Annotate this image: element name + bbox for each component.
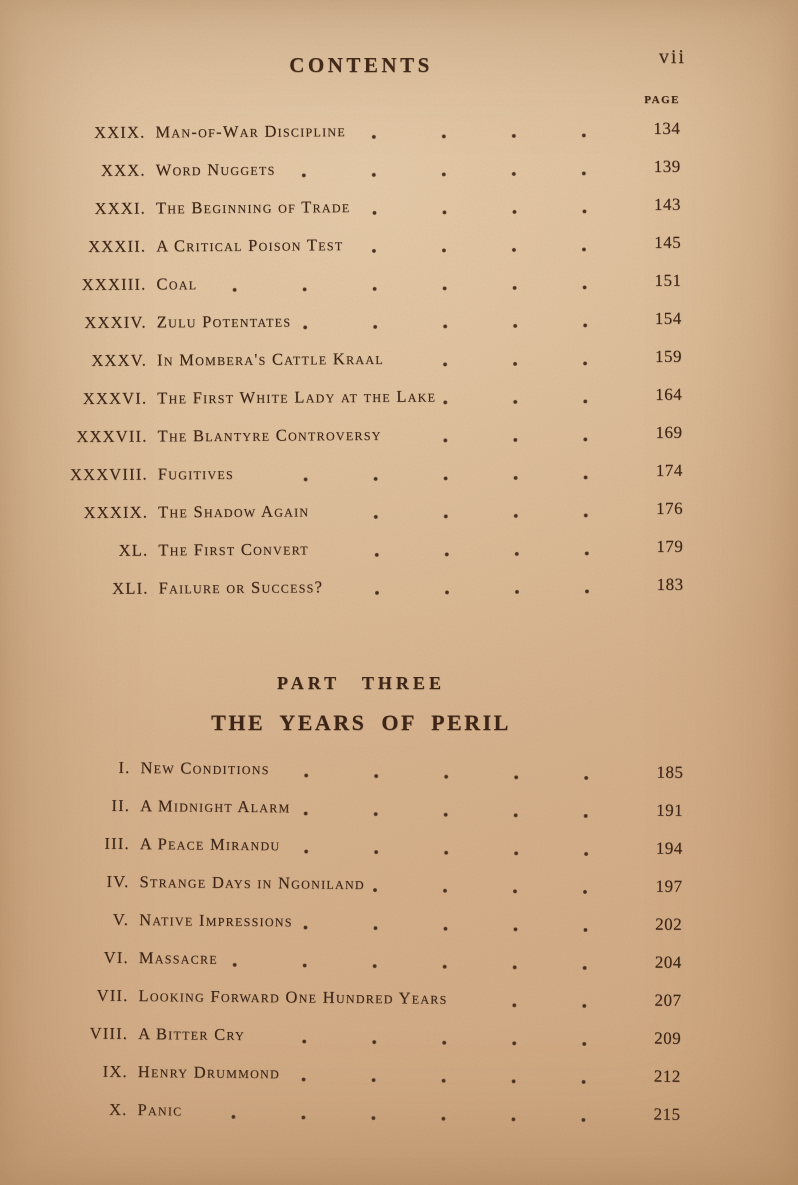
toc-entry xyxy=(41,452,683,494)
chapter-title: A Midnight Alarm xyxy=(140,796,291,817)
chapter-numeral: III. xyxy=(104,833,130,853)
part-three-title: THE YEARS OF PERIL xyxy=(211,710,511,735)
page-number: 179 xyxy=(656,536,684,556)
chapter-numeral: XXIX. xyxy=(93,122,146,142)
toc-entry xyxy=(39,1014,681,1058)
chapter-numeral: V. xyxy=(112,909,130,929)
chapter-numeral: VII. xyxy=(96,985,129,1005)
dot-leader xyxy=(454,1001,624,1010)
page-number: 202 xyxy=(655,914,683,934)
page-number: 183 xyxy=(656,574,684,594)
toc-entry xyxy=(41,566,683,608)
chapter-title: In Mombera's Cattle Kraal xyxy=(156,348,384,370)
dot-leader xyxy=(315,549,625,559)
chapter-numeral: XXXVI. xyxy=(82,388,148,408)
chapter-title: The Blantyre Controversy xyxy=(157,424,382,446)
chapter-title: A Peace Mirandu xyxy=(139,834,281,855)
dot-leader xyxy=(224,961,624,972)
dot-leader xyxy=(296,809,625,820)
chapter-title: Native Impressions xyxy=(139,910,293,931)
page-number: 215 xyxy=(653,1104,681,1124)
chapter-title: A Critical Poison Test xyxy=(156,235,344,256)
dot-leader xyxy=(315,511,625,521)
toc-entry xyxy=(41,490,683,532)
chapter-numeral: XXXIX. xyxy=(83,502,149,522)
chapter-title: Looking Forward One Hundred Years xyxy=(138,986,448,1008)
page-number: 143 xyxy=(653,194,681,214)
dot-leader xyxy=(188,1113,622,1125)
page-number: 174 xyxy=(655,460,683,480)
page-number: 209 xyxy=(654,1028,682,1048)
chapter-numeral: XXXIV. xyxy=(84,312,147,332)
page-number: 159 xyxy=(654,346,683,366)
toc-entry xyxy=(40,414,682,456)
chapter-numeral: XXXVIII. xyxy=(69,464,148,485)
chapter-numeral: XXXIII. xyxy=(81,274,147,294)
toc-list-part-three xyxy=(38,748,683,1134)
chapter-title: Henry Drummond xyxy=(137,1062,281,1083)
chapter-numeral: VIII. xyxy=(89,1023,129,1043)
toc-entry xyxy=(40,862,682,906)
toc-entry xyxy=(39,148,681,190)
chapter-numeral: XXXV. xyxy=(91,350,148,370)
dot-leader xyxy=(329,587,625,597)
page-number: 154 xyxy=(654,308,682,328)
dot-leader xyxy=(442,397,624,406)
page-number: 207 xyxy=(654,990,682,1010)
chapter-numeral: XL. xyxy=(118,540,149,560)
chapter-numeral: VI. xyxy=(103,947,129,967)
page-number: 134 xyxy=(653,118,681,138)
toc-entry xyxy=(39,262,681,304)
page-number: 191 xyxy=(656,800,684,820)
dot-leader xyxy=(297,321,623,331)
dot-leader xyxy=(349,245,623,255)
toc-entry xyxy=(39,224,681,266)
dot-leader xyxy=(276,771,626,782)
chapter-numeral: XXXII. xyxy=(88,236,147,256)
toc-entry xyxy=(41,786,683,830)
dot-leader xyxy=(356,207,623,217)
chapter-title: Coal xyxy=(156,274,198,294)
page-number: 197 xyxy=(655,876,683,896)
toc-entry xyxy=(40,300,682,342)
chapter-title: Strange Days in Ngoniland xyxy=(139,872,366,894)
toc-entry xyxy=(41,528,683,570)
chapter-title: Failure or Success? xyxy=(158,577,324,598)
toc-entry xyxy=(38,110,680,152)
contents-heading: CONTENTS xyxy=(289,53,433,77)
page-number: 185 xyxy=(656,762,684,782)
chapter-numeral: X. xyxy=(108,1099,128,1119)
toc-entry xyxy=(40,376,682,418)
chapter-title: The First Convert xyxy=(158,539,309,560)
dot-leader xyxy=(286,847,624,858)
folio-page-number: vii xyxy=(658,46,686,68)
page-number: 204 xyxy=(654,952,682,972)
dot-leader xyxy=(352,131,622,141)
chapter-numeral: XXX. xyxy=(100,160,146,180)
dot-leader xyxy=(203,283,623,294)
dot-leader xyxy=(240,473,625,484)
dot-leader xyxy=(286,1075,623,1086)
toc-entry xyxy=(40,938,682,982)
dot-leader xyxy=(371,886,625,896)
chapter-numeral: I. xyxy=(118,757,131,777)
chapter-numeral: IV. xyxy=(106,871,130,891)
toc-entry xyxy=(39,186,681,228)
dot-leader xyxy=(282,169,623,179)
toc-entry xyxy=(41,748,683,792)
chapter-title: The First White Lady at the Lake xyxy=(157,386,437,408)
chapter-numeral: XXXVII. xyxy=(76,426,148,446)
dot-leader xyxy=(251,1037,623,1048)
page-number: 194 xyxy=(655,838,683,858)
chapter-title: New Conditions xyxy=(140,758,270,779)
chapter-title: Zulu Potentates xyxy=(156,311,292,332)
chapter-title: A Bitter Cry xyxy=(138,1024,246,1044)
page-number: 169 xyxy=(655,422,683,442)
toc-entry xyxy=(40,338,682,380)
chapter-title: Word Nuggets xyxy=(155,159,276,180)
chapter-numeral: XXXI. xyxy=(94,198,147,218)
chapter-title: Fugitives xyxy=(157,463,235,484)
toc-entry xyxy=(39,976,681,1020)
page-number: 176 xyxy=(655,498,684,518)
page-number: 164 xyxy=(655,384,683,404)
chapter-title: The Shadow Again xyxy=(157,501,310,522)
page-number: 151 xyxy=(654,270,682,290)
page-number: 139 xyxy=(653,156,681,176)
chapter-title: Panic xyxy=(137,1100,183,1120)
chapter-title: Man-of-War Discipline xyxy=(155,121,347,142)
page-number: 145 xyxy=(654,232,682,252)
dot-leader xyxy=(390,359,624,369)
chapter-title: Massacre xyxy=(138,948,219,968)
toc-entry xyxy=(39,1052,681,1096)
page-column-label: PAGE xyxy=(644,94,680,106)
part-three-label: PART THREE xyxy=(277,673,445,693)
toc-entry xyxy=(38,1090,680,1134)
chapter-numeral: IX. xyxy=(102,1061,128,1081)
toc-entry xyxy=(40,900,682,944)
page-number: 212 xyxy=(653,1066,681,1086)
toc-list-upper xyxy=(38,110,683,608)
chapter-numeral: II. xyxy=(111,795,131,815)
toc-entry xyxy=(41,824,683,868)
chapter-title: The Beginning of Trade xyxy=(155,197,351,218)
dot-leader xyxy=(388,435,625,445)
dot-leader xyxy=(299,923,624,934)
chapter-numeral: XLI. xyxy=(112,578,149,598)
